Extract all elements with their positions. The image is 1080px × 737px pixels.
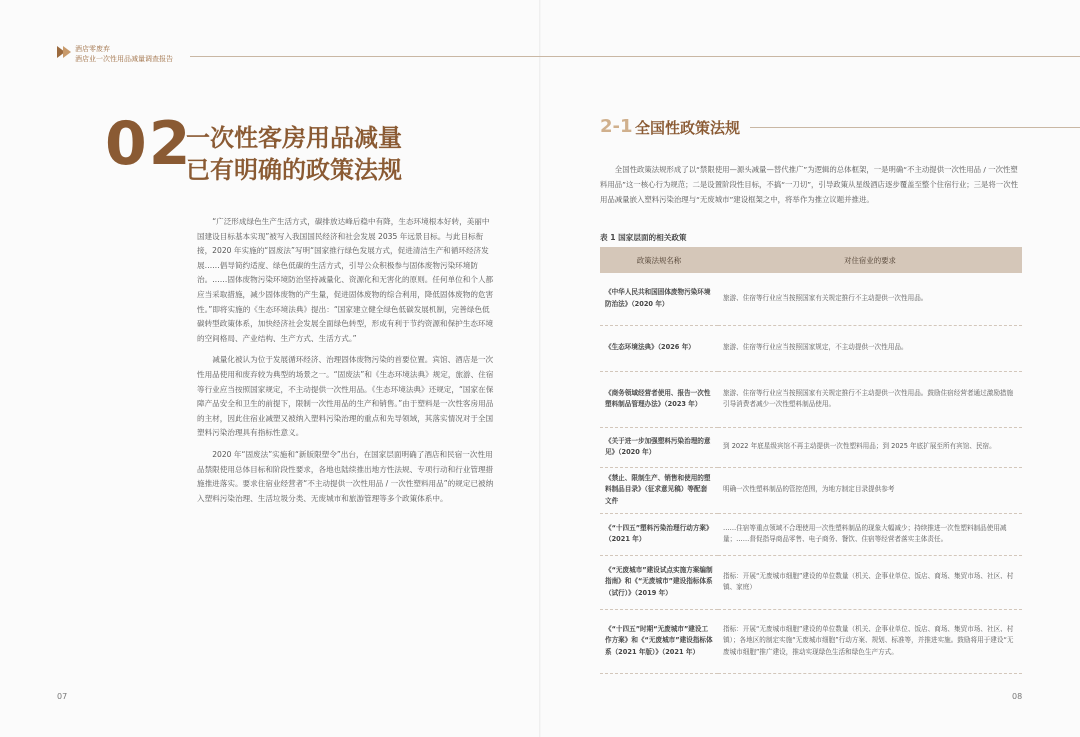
policy-name: 《“无废城市”建设试点实施方案编制指南》和《“无废城市”建设指标体系（试行）》（2019 年） bbox=[600, 555, 718, 609]
paragraph: 减量化被认为位于发展循环经济、治理固体废物污染的首要位置。宾馆、酒店是一次性用品使用和废弃较为典型的场景之一。“固废法”和《生态环境法典》规定，旅游、住宿等行业应当按照国家规定，不主动提供一次性用品。《生态环境法典》还规定，“国家在保障产品安全和卫生的前提下，限制一次性用品的生产和销售。”由于塑料是一次性客房用品的主材，因此住宿业减塑又被纳入塑料污染治理的重点和先导领域，其落实情况对于全国塑料污染治理具有指标性意义。 bbox=[197, 355, 494, 438]
policy-requirement: 指标：开展“无废城市细胞”建设的单位数量（机关、企事业单位、饭店、商场、集贸市场、社区、村镇）；各地区的制定实施“无废城市细胞”行动方案、规划、标准等，并推进实施。鼓励将用于建设“无废城市细胞”推广建设，推动实现绿色生活和绿色生产方式。 bbox=[718, 609, 1022, 673]
policy-requirement: 到 2022 年底星级宾馆不再主动提供一次性塑料用品；到 2025 年底扩展至所有宾馆、民宿。 bbox=[718, 427, 1022, 467]
left-body-text bbox=[197, 215, 497, 513]
policy-name: 《商务领域经营者使用、报告一次性塑料制品管理办法》（2023 年） bbox=[600, 371, 718, 427]
chapter-title-line1: 一次性客房用品减量 bbox=[186, 124, 402, 152]
policy-table bbox=[600, 247, 1022, 674]
header-title-line2: 酒店业一次性用品减量调查报告 bbox=[75, 55, 173, 63]
policy-requirement: 旅游、住宿等行业应当按照国家有关规定推行不主动提供一次性用品。 bbox=[718, 273, 1022, 325]
table-row bbox=[600, 427, 1022, 467]
chapter-title-line2: 已有明确的政策法规 bbox=[186, 156, 402, 184]
header-rule bbox=[190, 56, 1080, 57]
policy-requirement: 旅游、住宿等行业应当按照国家有关规定推行不主动提供一次性用品。鼓励住宿经营者通过激励措施引导消费者减少一次性塑料制品使用。 bbox=[718, 371, 1022, 427]
header-cell-requirement: 对住宿业的要求 bbox=[718, 247, 1022, 273]
table-row bbox=[600, 325, 1022, 371]
policy-name: 《“十四五”时期“无废城市”建设工作方案》和《“无废城市”建设指标体系（2021 年版）》（2021 年） bbox=[600, 609, 718, 673]
policy-name: 《生态环境法典》（2026 年） bbox=[600, 325, 718, 371]
policy-requirement: 旅游、住宿等行业应当按照国家规定，不主动提供一次性用品。 bbox=[718, 325, 1022, 371]
page-fold bbox=[539, 0, 541, 737]
header-cell-name: 政策法规名称 bbox=[600, 247, 718, 273]
chapter-number: 02 bbox=[105, 109, 193, 179]
header-title-line1: 酒店零废弃 bbox=[75, 45, 110, 53]
policy-name: 《“十四五”塑料污染治理行动方案》（2021 年） bbox=[600, 513, 718, 555]
table-row bbox=[600, 273, 1022, 325]
header-arrow-icon-2 bbox=[63, 46, 71, 58]
policy-requirement: ……住宿等重点领域不合理使用一次性塑料制品的现象大幅减少；持续推进一次性塑料制品使用减量；……督促指导商品零售、电子商务、餐饮、住宿等经营者落实主体责任。 bbox=[718, 513, 1022, 555]
table-caption: 表 1 国家层面的相关政策 bbox=[600, 233, 687, 242]
policy-name: 《中华人民共和国固体废物污染环境防治法》（2020 年） bbox=[600, 273, 718, 325]
page-number-left: 07 bbox=[57, 692, 68, 701]
table-row bbox=[600, 513, 1022, 555]
policy-requirement: 明确一次性塑料制品的管控范围，为地方制定目录提供参考 bbox=[718, 467, 1022, 513]
section-intro: 全国性政策法规形成了以“禁限使用—源头减量—替代推广”为逻辑的总体框架，一是明确“不主动提供一次性用品 / 一次性塑料用品”这一核心行为规范；二是设置阶段性目标，不搞“一刀切”，引导政策从星级酒店逐步覆盖至整个住宿行业；三是将一次性用品减量嵌入塑料污染治理与“无废城市”建设框架之中，将举作为推立议题并推进。 bbox=[600, 165, 1018, 204]
paragraph: “广泛形成绿色生产生活方式，碳排放达峰后稳中有降，生态环境根本好转，美丽中国建设目标基本实现”被写入我国国民经济和社会发展 2035 年远景目标。与此目标衔接，2020 年实施的“固废法”写明“国家推行绿色发展方式，促进清洁生产和循环经济发展……倡导简约适度、绿色低碳的生活方式，引导公众积极参与固体废物污染环境防治。……固体废物污染环境防治坚持减量化、资源化和无害化的原则。任何单位和个人都应当采取措施，减少固体废物的产生量，促进固体废物的综合利用，降低固体废物的危害性。”即将实施的《生态环境法典》提出：“国家建立健全绿色低碳发展机制，完善绿色低碳转型政策体系，加快经济社会发展全面绿色转型，形成有利于节约资源和保护生态环境的空间格局、产业结构、生产方式、生活方式。” bbox=[197, 217, 494, 343]
page-number-right: 08 bbox=[1012, 692, 1023, 701]
policy-requirement: 指标：开展“无废城市细胞”建设的单位数量（机关、企事业单位、饭店、商场、集贸市场、社区、村镇、家庭） bbox=[718, 555, 1022, 609]
policy-name: 《关于进一步加强塑料污染治理的意见》（2020 年） bbox=[600, 427, 718, 467]
paragraph: 2020 年“固废法”实施和“新版限塑令”出台，在国家层面明确了酒店和民宿一次性用品禁限使用总体目标和阶段性要求，各地也陆续推出地方性法规、专项行动和行业管理措施推进落实。要求住宿业经营者“不主动提供一次性用品 / 一次性塑料用品”的规定已被纳入塑料污染治理、生活垃圾分类、无废城市和旅游管理等多个政策体系中。 bbox=[197, 449, 494, 503]
policy-name: 《禁止、限制生产、销售和使用的塑料制品目录》（征求意见稿）等配套文件 bbox=[600, 467, 718, 513]
section-rule bbox=[750, 127, 1080, 128]
table-header-row bbox=[600, 247, 1022, 273]
section-number: 2-1 bbox=[600, 116, 633, 137]
table-row bbox=[600, 371, 1022, 427]
table-row bbox=[600, 609, 1022, 673]
table-row bbox=[600, 467, 1022, 513]
table-row bbox=[600, 555, 1022, 609]
section-title: 全国性政策法规 bbox=[635, 119, 741, 137]
